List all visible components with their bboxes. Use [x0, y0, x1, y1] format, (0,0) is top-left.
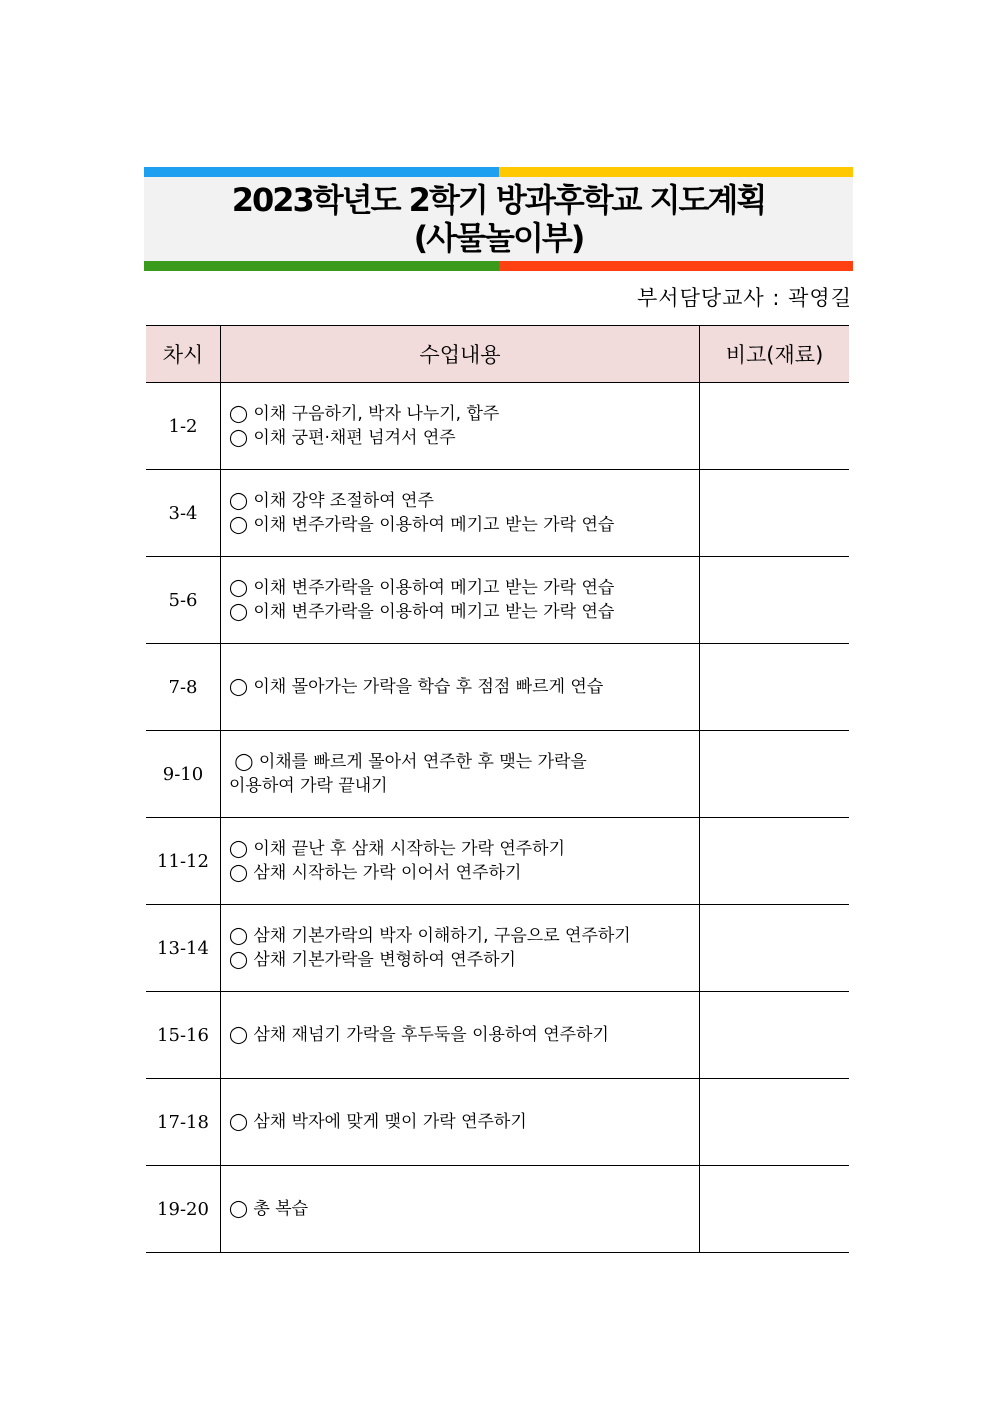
header-content: 수업내용	[221, 326, 700, 383]
table-row	[146, 1166, 849, 1253]
content-line: ◯ 삼채 기본가락의 박자 이해하기, 구음으로 연주하기	[229, 926, 631, 946]
content-line: ◯ 총 복습	[229, 1199, 309, 1219]
content-line: ◯ 이채 강약 조절하여 연주	[229, 491, 434, 511]
session-cell	[146, 992, 221, 1079]
content-lines	[221, 576, 699, 624]
content-line: ◯ 삼채 박자에 맞게 맺이 가락 연주하기	[229, 1112, 527, 1132]
note-cell	[700, 818, 850, 905]
note-cell	[700, 1079, 850, 1166]
session-label: 5-6	[168, 589, 198, 611]
table-row	[146, 644, 849, 731]
content-line: ◯ 이채를 빠르게 몰아서 연주한 후 맺는 가락을	[229, 752, 587, 772]
content-lines	[221, 837, 699, 885]
note-cell	[700, 557, 850, 644]
content-lines	[221, 924, 699, 972]
table-row	[146, 992, 849, 1079]
session-label: 19-20	[157, 1198, 209, 1220]
content-lines	[221, 1023, 699, 1047]
note-cell	[700, 992, 850, 1079]
content-cell	[221, 557, 700, 644]
session-label: 7-8	[168, 676, 198, 698]
content-cell	[221, 383, 700, 470]
table-row	[146, 1079, 849, 1166]
content-cell	[221, 470, 700, 557]
content-lines	[221, 489, 699, 537]
content-lines	[221, 750, 699, 798]
title-line-2: (사물놀이부)	[413, 219, 584, 257]
content-line: ◯ 삼채 기본가락을 변형하여 연주하기	[229, 950, 516, 970]
header-note: 비고(재료)	[700, 326, 850, 383]
content-line: ◯ 삼채 재넘기 가락을 후두둑을 이용하여 연주하기	[229, 1025, 609, 1045]
table-row	[146, 905, 849, 992]
banner-bar-yellow	[499, 167, 853, 177]
note-cell	[700, 731, 850, 818]
teacher-label: 부서담당교사 : 곽영길	[637, 286, 852, 310]
table-row	[146, 731, 849, 818]
page-title	[144, 177, 853, 261]
table-row	[146, 470, 849, 557]
content-cell	[221, 731, 700, 818]
note-cell	[700, 1166, 850, 1253]
note-cell	[700, 905, 850, 992]
title-banner	[144, 167, 853, 271]
session-label: 3-4	[168, 502, 198, 524]
session-cell	[146, 644, 221, 731]
content-line: ◯ 이채 궁편·채편 넘겨서 연주	[229, 428, 456, 448]
content-cell	[221, 1079, 700, 1166]
table-header-row	[146, 326, 849, 383]
session-label: 1-2	[168, 415, 198, 437]
content-line: ◯ 이채 변주가락을 이용하여 메기고 받는 가락 연습	[229, 602, 615, 622]
content-cell	[221, 1166, 700, 1253]
title-line-1: 2023학년도 2학기 방과후학교 지도계획	[231, 181, 766, 219]
session-cell	[146, 731, 221, 818]
session-cell	[146, 1166, 221, 1253]
content-lines	[221, 1197, 699, 1221]
banner-bar-red	[499, 261, 853, 271]
session-cell	[146, 383, 221, 470]
content-line: ◯ 이채 변주가락을 이용하여 메기고 받는 가락 연습	[229, 578, 615, 598]
content-line: ◯ 이채 끝난 후 삼채 시작하는 가락 연주하기	[229, 839, 566, 859]
content-line: 이용하여 가락 끝내기	[229, 776, 388, 796]
content-cell	[221, 818, 700, 905]
content-line: ◯ 삼채 시작하는 가락 이어서 연주하기	[229, 863, 522, 883]
content-line: ◯ 이채 구음하기, 박자 나누기, 합주	[229, 404, 500, 424]
content-cell	[221, 992, 700, 1079]
content-lines	[221, 1110, 699, 1134]
banner-bar-green	[144, 261, 499, 271]
session-cell	[146, 818, 221, 905]
session-cell	[146, 557, 221, 644]
table-row	[146, 383, 849, 470]
content-lines	[221, 402, 699, 450]
banner-bar-blue	[144, 167, 499, 177]
content-lines	[221, 675, 699, 699]
session-label: 13-14	[157, 937, 209, 959]
session-label: 17-18	[157, 1111, 209, 1133]
session-label: 9-10	[162, 763, 204, 785]
note-cell	[700, 644, 850, 731]
lesson-plan-table	[146, 325, 849, 1253]
content-cell	[221, 905, 700, 992]
table-row	[146, 557, 849, 644]
session-label: 11-12	[157, 850, 209, 872]
session-label: 15-16	[157, 1024, 209, 1046]
note-cell	[700, 470, 850, 557]
content-line: ◯ 이채 몰아가는 가락을 학습 후 점점 빠르게 연습	[229, 677, 604, 697]
note-cell	[700, 383, 850, 470]
session-cell	[146, 470, 221, 557]
session-cell	[146, 1079, 221, 1166]
session-cell	[146, 905, 221, 992]
table-row	[146, 818, 849, 905]
content-line: ◯ 이채 변주가락을 이용하여 메기고 받는 가락 연습	[229, 515, 615, 535]
header-session: 차시	[146, 326, 221, 383]
content-cell	[221, 644, 700, 731]
